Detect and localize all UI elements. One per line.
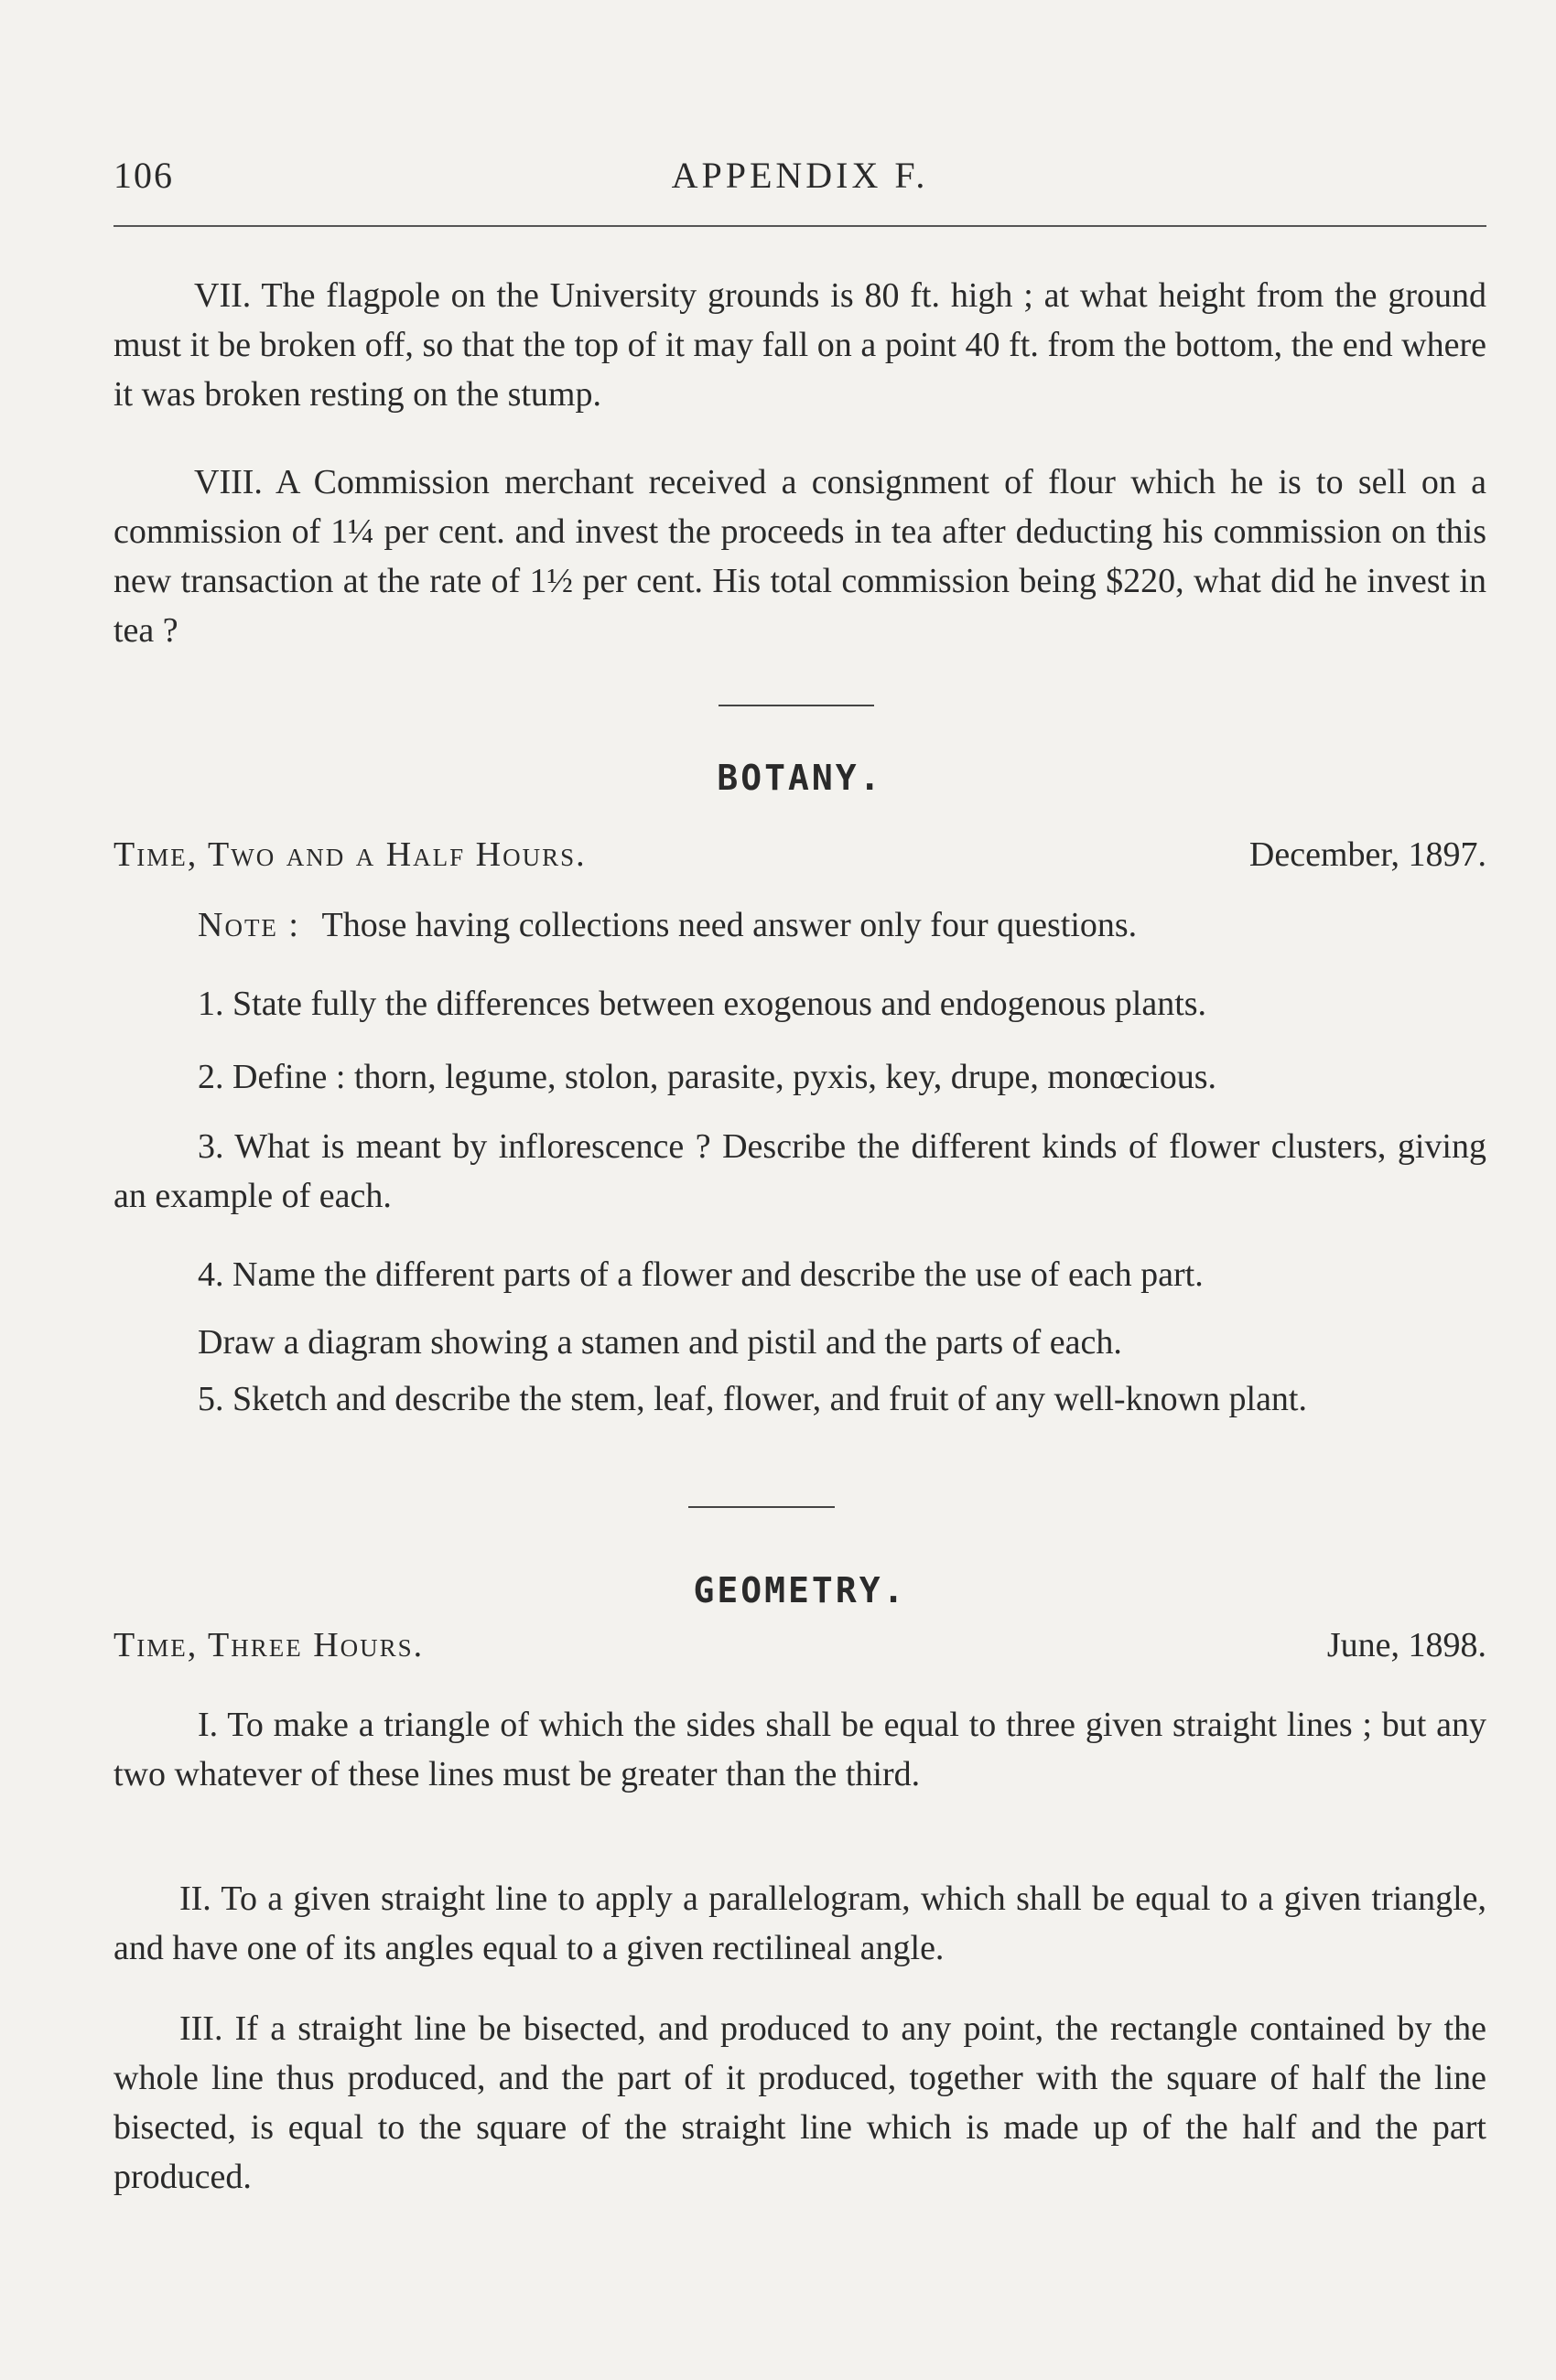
botany-time-row — [113, 835, 1486, 886]
botany-q3: 3. What is meant by inflorescence ? Describe the different kinds of flower clusters, giving an example of each. — [113, 1127, 1486, 1215]
botany-q4-diagram: Draw a diagram showing a stamen and pistil and the parts of each. — [198, 1323, 1122, 1362]
geometry-q2: II. To a given straight line to apply a parallelogram, which shall be equal to a given triangle, and have one of its angles equal to a given rectilineal angle. — [113, 1879, 1486, 1967]
botany-date: December, 1897. — [1248, 835, 1486, 874]
note-label: Note : — [198, 906, 300, 944]
botany-heading: BOTANY. — [717, 758, 883, 798]
geometry-q1: I. To make a triangle of which the sides shall be equal to three given straight lines ; but any two whatever of these lines must be greater than the third. — [113, 1706, 1486, 1793]
geometry-time: Time, Three Hours. — [113, 1626, 425, 1664]
botany-time: Time, Two and a Half Hours. — [113, 835, 587, 874]
botany-q1: 1. State fully the differences between exogenous and endogenous plants. — [198, 985, 1207, 1023]
botany-note — [198, 900, 1486, 950]
note-text: Those having collections need answer only four questions. — [321, 906, 1138, 944]
geometry-date: June, 1898. — [1326, 1626, 1486, 1664]
running-header — [113, 154, 1486, 209]
botany-q2: 2. Define : thorn, legume, stolon, parasite, pyxis, key, drupe, monœcious. — [198, 1058, 1217, 1096]
geometry-time-row — [113, 1625, 1486, 1676]
botany-q4: 4. Name the different parts of a flower and describe the use of each part. — [198, 1255, 1204, 1294]
header-rule — [113, 225, 1486, 227]
page-number: 106 — [113, 155, 174, 196]
question-viii: VIII. A Commission merchant received a consignment of flour which he is to sell on a commission of 1¼ per cent. and invest the proceeds in tea after deducting his commission on this new transaction at the rate of 1½ per cent. His total commission being $220, what did he invest in tea ? — [113, 463, 1486, 650]
geometry-q3: III. If a straight line be bisected, and produced to any point, the rectangle contained by the whole line thus produced, and the part of it produced, together with the square of half the line bisected, is equal to the square of the straight line which is made up of the half and the part produced. — [113, 2009, 1486, 2196]
running-title: APPENDIX F. — [671, 155, 929, 196]
section-divider-2 — [688, 1506, 835, 1508]
section-divider — [719, 705, 874, 706]
question-vii: VII. The flagpole on the University grounds is 80 ft. high ; at what height from the ground must it be broken off, so that the top of it may fall on a point 40 ft. from the bottom, the end where it was broken resting on the stump. — [113, 276, 1486, 414]
botany-q5: 5. Sketch and describe the stem, leaf, flower, and fruit of any well-known plant. — [198, 1380, 1307, 1418]
geometry-heading: GEOMETRY. — [693, 1570, 907, 1610]
